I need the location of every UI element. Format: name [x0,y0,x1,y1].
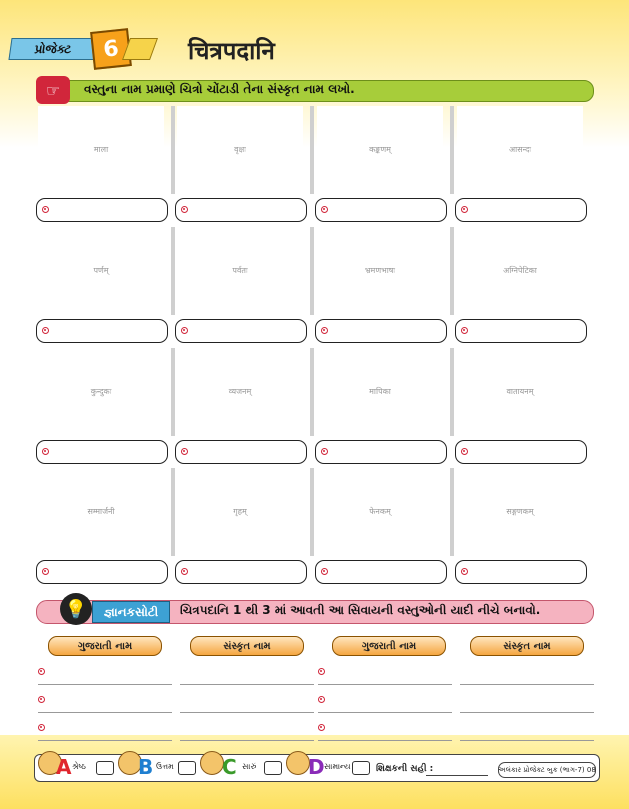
write-line[interactable] [318,712,452,713]
bullet-icon [461,206,468,213]
bullet-icon [38,668,45,675]
picture-word: कङ्कणम् [369,145,391,154]
answer-box[interactable] [36,319,168,343]
write-line[interactable] [38,740,172,741]
lightbulb-head-icon: 💡 [60,593,92,625]
grade-label-a: શ્રેષ્ઠ [72,762,86,771]
book-info [498,762,596,778]
write-line[interactable] [318,740,452,741]
answer-box[interactable] [315,198,447,222]
bullet-icon [42,568,49,575]
bullet-icon [42,448,49,455]
bullet-icon [321,327,328,334]
answer-box[interactable] [315,319,447,343]
column-header-gujarati-2: ગુજરાતી નામ [332,636,446,656]
bullet-icon [181,206,188,213]
picture-word: अग्निपेटिका [503,266,537,275]
column-divider [171,106,175,194]
bullet-icon [321,568,328,575]
bullet-icon [321,448,328,455]
answer-box[interactable] [455,440,587,464]
instruction-text: વસ્તુના નામ પ્રમાણે ચિત્રો ચોંટાડી તેના સંસ્કૃત નામ લખો. [84,82,355,96]
column-divider [171,227,175,315]
grade-letter-a: A [56,755,72,779]
bullet-icon [38,696,45,703]
answer-box[interactable] [455,560,587,584]
write-line[interactable] [460,740,594,741]
picture-word: आसन्दः [509,145,531,154]
column-divider [310,106,314,194]
bullet-icon [181,568,188,575]
picture-word: पर्वतः [232,266,248,275]
write-line[interactable] [38,712,172,713]
pointing-hand-icon: ☞ [36,76,70,104]
bullet-icon [181,327,188,334]
write-line[interactable] [460,712,594,713]
column-header-gujarati-1: ગુજરાતી નામ [48,636,162,656]
bullet-icon [461,327,468,334]
picture-word: फेनकम् [369,507,391,516]
picture-word: वातायनम् [506,387,534,396]
answer-box[interactable] [455,198,587,222]
grade-label-d: સામાન્ય [324,762,351,771]
picture-word: सम्मार्जनी [87,507,115,516]
answer-box[interactable] [175,198,307,222]
bullet-icon [318,668,325,675]
signature-label: શિક્ષકની સહી : [376,764,434,774]
write-line[interactable] [38,684,172,685]
signature-line[interactable] [426,775,488,776]
column-divider [450,468,454,556]
column-divider [171,468,175,556]
column-divider [310,227,314,315]
column-divider [171,348,175,436]
answer-box[interactable] [36,560,168,584]
grade-checkbox-a[interactable] [96,761,114,775]
bullet-icon [42,327,49,334]
bullet-icon [318,724,325,731]
face-icon [200,751,224,775]
column-divider [310,348,314,436]
column-divider [450,227,454,315]
answer-box[interactable] [175,560,307,584]
answer-box[interactable] [315,560,447,584]
picture-word: पर्णम् [93,266,109,275]
grade-checkbox-b[interactable] [178,761,196,775]
grade-letter-c: C [222,755,237,779]
project-number: 6 [90,28,132,70]
picture-word: व्यजनम् [228,387,252,396]
answer-box[interactable] [315,440,447,464]
bullet-icon [38,724,45,731]
grade-label-b: ઉત્તમ [156,762,174,771]
write-line[interactable] [180,712,314,713]
grade-letter-d: D [308,755,325,779]
picture-word: माला [93,145,109,154]
bullet-icon [461,448,468,455]
gnan-kasoti-text: ચિત્રપદાનિ 1 થી 3 માં આવતી આ સિવાયની વસ્તુઓની યાદી નીચે બનાવો. [180,603,541,617]
grade-checkbox-c[interactable] [264,761,282,775]
answer-box[interactable] [175,440,307,464]
column-divider [450,106,454,194]
page-number: 08 [586,766,596,774]
bullet-icon [461,568,468,575]
bullet-icon [181,448,188,455]
write-line[interactable] [180,684,314,685]
column-divider [450,348,454,436]
bullet-icon [318,696,325,703]
picture-word: सङ्गणकम् [506,507,534,516]
face-icon [286,751,310,775]
answer-box[interactable] [175,319,307,343]
picture-word: गृहम् [233,507,247,516]
bullet-icon [321,206,328,213]
page-title: चित्रपदानि [188,37,275,65]
column-header-sanskrit-2: સંસ્કૃત નામ [470,636,584,656]
write-line[interactable] [460,684,594,685]
picture-word: वृक्षः [234,145,246,154]
write-line[interactable] [318,684,452,685]
write-line[interactable] [180,740,314,741]
bullet-icon [42,206,49,213]
gnan-kasoti-tag: જ્ઞાનકસોટી [92,601,170,623]
column-header-sanskrit-1: સંસ્કૃત નામ [190,636,304,656]
answer-box[interactable] [455,319,587,343]
grade-checkbox-d[interactable] [352,761,370,775]
picture-word: भ्रमणभाषः [364,266,396,275]
column-divider [310,468,314,556]
grade-label-c: સારું [242,762,257,771]
book-title: અલંકાર પ્રોજેક્ટ બુક (ભાગ-7) [498,765,585,774]
picture-word: मापिका [369,387,391,396]
answer-box[interactable] [36,198,168,222]
picture-word: कुन्दुकः [90,387,112,396]
grade-letter-b: B [138,755,154,779]
answer-box[interactable] [36,440,168,464]
project-label: પ્રોજેક્ટ [8,38,97,60]
